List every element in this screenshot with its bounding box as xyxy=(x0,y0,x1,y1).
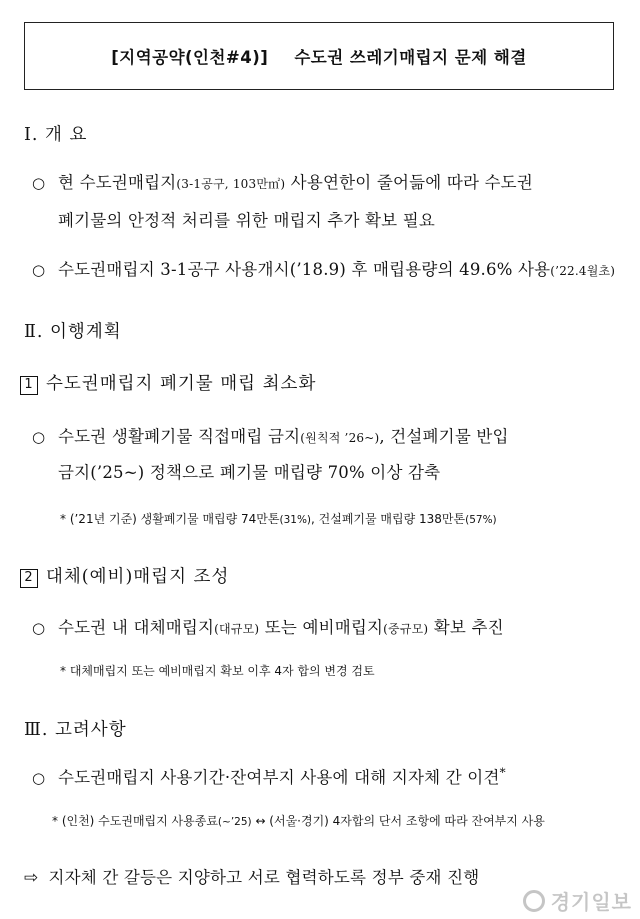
plan-item-1-note: * (’21년 기준) 생활폐기물 매립량 74만톤(31%), 건설폐기물 매립량 138만톤(57%) xyxy=(60,512,497,526)
plan-item-2-note: * 대체매립지 또는 예비매립지 확보 이후 4자 합의 변경 검토 xyxy=(60,664,375,678)
plan-item-2-bullet: ○ 수도권 내 대체매립지(대규모) 또는 예비매립지(중규모) 확보 추진 xyxy=(32,618,504,637)
title-tag: [지역공약(인천#4)] xyxy=(111,48,269,67)
conclusion-line: ⇨ 지자체 간 갈등은 지양하고 서로 협력하도록 정부 중재 진행 xyxy=(24,868,480,888)
title-text: 수도권 쓰레기매립지 문제 해결 xyxy=(294,48,527,67)
bullet-circle-icon: ○ xyxy=(32,174,46,192)
bullet-circle-icon: ○ xyxy=(32,769,46,787)
considerations-bullet: ○ 수도권매립지 사용기간·잔여부지 사용에 대해 지자체 간 이견* xyxy=(32,765,506,787)
considerations-note: * (인천) 수도권매립지 사용종료(~’25) ↔ (서울·경기) 4자합의 단서 조항에 따라 잔여부지 사용 xyxy=(52,814,545,828)
plan-heading: Ⅱ. 이행계획 xyxy=(24,322,122,342)
overview-heading: Ⅰ. 개 요 xyxy=(24,125,88,145)
plan-item-1-title: 1 수도권매립지 폐기물 매립 최소화 xyxy=(20,370,316,395)
logo-circle-icon xyxy=(523,890,545,912)
plan-item-2-title: 2 대체(예비)매립지 조성 xyxy=(20,563,229,588)
considerations-heading: Ⅲ. 고려사항 xyxy=(24,720,127,740)
plan-item-1-bullet-line2: 금지(’25~) 정책으로 폐기물 매립량 70% 이상 감축 xyxy=(58,463,441,482)
plan-item-1-bullet: ○ 수도권 생활폐기물 직접매립 금지(원칙적 ’26~), 건설폐기물 반입 xyxy=(32,427,509,446)
item-number-box: 2 xyxy=(20,569,38,588)
overview-bullet-1-line2: 폐기물의 안정적 처리를 위한 매립지 추가 확보 필요 xyxy=(58,211,436,230)
title-box xyxy=(24,22,614,90)
overview-bullet-1: ○ 현 수도권매립지(3-1공구, 103만㎡) 사용연한이 줄어듦에 따라 수도권 xyxy=(32,173,533,192)
right-arrow-icon: ⇨ xyxy=(24,868,39,888)
bullet-circle-icon: ○ xyxy=(32,261,46,279)
watermark-logo: 경기일보 xyxy=(523,886,632,915)
overview-bullet-2: ○ 수도권매립지 3-1공구 사용개시(’18.9) 후 매립용량의 49.6% 사용(’22.4월초) xyxy=(32,260,616,279)
bullet-circle-icon: ○ xyxy=(32,428,46,446)
item-number-box: 1 xyxy=(20,376,38,395)
bullet-circle-icon: ○ xyxy=(32,619,46,637)
